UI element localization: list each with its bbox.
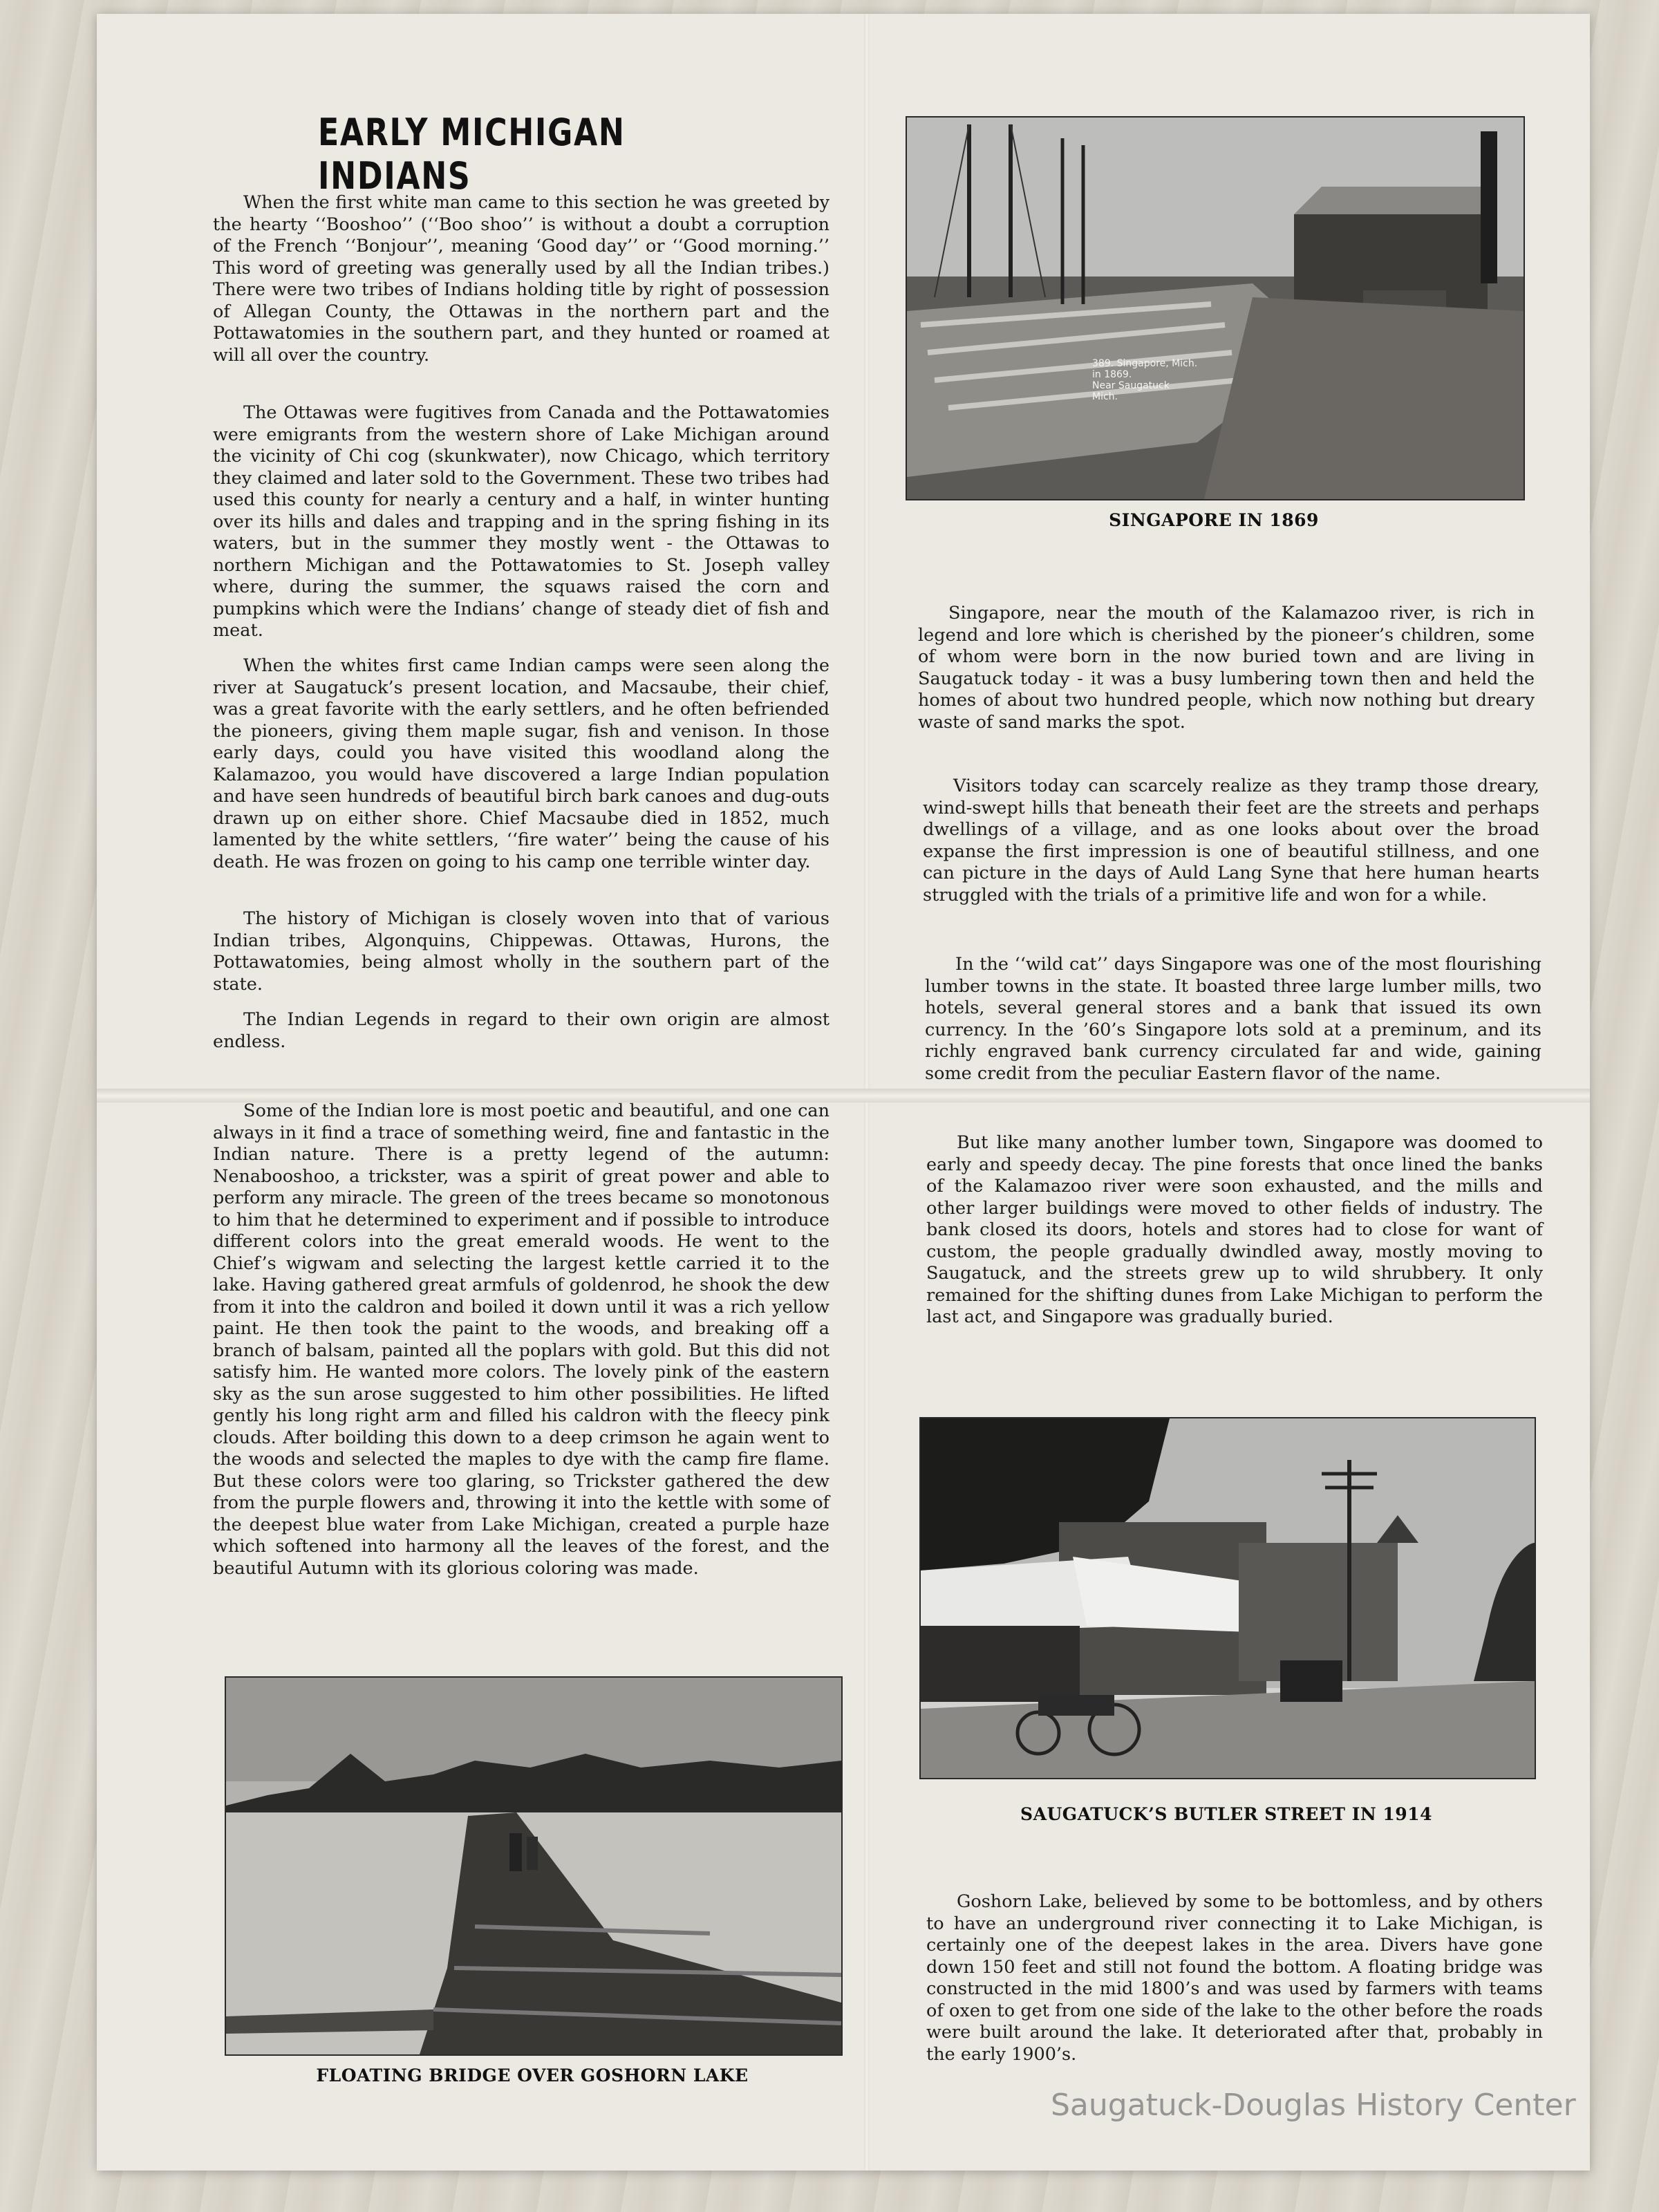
right-paragraph-3: In the ‘‘wild cat’’ days Singapore was one of the most flourishing lumber towns in the state. It boasted three large lumber mills, two hotels, several general stores and a bank that issued its own currency. In the ’60’s Singapore lots sold at a preminum, and its richly engraved bank currency circulated far and wide, gaining some credit from the peculiar Eastern flavor of the name. [925,954,1541,1084]
left-paragraph-2: The Ottawas were fugitives from Canada and the Pottawatomies were emigrants from the western shore of Lake Michigan around the vicinity of Chi cog (skunkwater), now Chicago, which territory they claimed and later sold to the Government. These two tribes had used this county for nearly a century and a half, in winter hunting over its hills and dales and trapping and in the spring fishing in its waters, but in the summer they mostly went - the Ottawas to northern Michigan and the Pottawatomies to St. Joseph valley where, during the summer, the squaws raised the corn and pumpkins which were the Indians’ change of steady diet of fish and meat. [213,402,830,641]
right-paragraph-4: But like many another lumber town, Singapore was doomed to early and speedy decay. The pine forests that once lined the banks of the Kalamazoo river were soon exhausted, and the mills and other larger buildings were moved to other fields of industry. The bank closed its doors, hotels and stores had to close for want of custom, the people gradually dwindled away, mostly moving to Saugatuck, and the streets grew up to wild shrubbery. It only remained for the shifting dunes from Lake Michigan to perform the last act, and Singapore was gradually buried. [926,1132,1543,1327]
history-center-watermark: Saugatuck-Douglas History Center [1051,2088,1576,2123]
right-paragraph-5: Goshorn Lake, believed by some to be bottomless, and by others to have an underground river connecting it to Lake Michigan, is certainly one of the deepest lakes in the area. Divers have gone down 150 feet and still not found the bottom. A floating bridge was constructed in the mid 1800’s and was used by farmers with teams of oxen to get from one side of the lake to the other before the roads were built around the lake. It deteriorated after that, probably in the early 1900’s. [926,1891,1543,2065]
article-title: EARLY MICHIGAN INDIANS [318,111,626,198]
inscription-line-4: Mich. [1092,391,1118,402]
singapore-1869-photo [906,116,1525,500]
right-paragraph-1: Singapore, near the mouth of the Kalamazoo river, is rich in legend and lore which is cherished by the pioneer’s children, some of whom were born in the now buried town and are living in Saugatuck today - it was a busy lumbering town then and held the homes of about two hundred people, which now nothing but dreary waste of sand marks the spot. [918,603,1535,733]
butler-street-photo [919,1417,1536,1779]
inscription-line-3: Near Saugatuck [1092,380,1170,391]
left-paragraph-6: Some of the Indian lore is most poetic and beautiful, and one can always in it find a trace of something weird, fine and fantastic in the Indian nature. There is a pretty legend of the autumn: Nenabooshoo, a trickster, was a spirit of great power and able to perform any miracle. The green of the trees became so monotonous to him that he determined to experiment and if possible to introduce different colors into the great emerald woods. He went to the Chief’s wigwam and selecting the largest kettle carried it to the lake. Having gathered great armfuls of goldenrod, he shook the dew from it into the caldron and boiled it down until it was a rich yellow paint. He then took the paint to the woods, and breaking off a branch of balsam, painted all the poplars with gold. But this did not satisfy him. He wanted more colors. The lovely pink of the eastern sky as the sun arose suggested to him other possibilities. He lifted gently his long right arm and filled his caldron with the fleecy pink clouds. After boilding this down to a deep crimson he again went to the woods and selected the maples to dye with the camp fire flame. But these colors were too glaring, so Trickster gathered the dew from the purple flowers and, throwing it into the kettle with some of the deepest blue water from Lake Michigan, created a purple haze which softened into harmony all the leaves of the forest, and the beautiful Autumn with its glorious coloring was made. [213,1100,830,1579]
butler-street-caption: SAUGATUCK’S BUTLER STREET IN 1914 [1020,1804,1432,1824]
singapore-caption: SINGAPORE IN 1869 [1109,510,1319,530]
left-paragraph-5: The Indian Legends in regard to their own origin are almost endless. [213,1009,830,1052]
left-paragraph-4: The history of Michigan is closely woven into that of various Indian tribes, Algonquins, Chippewas. Ottawas, Hurons, the Pottawatomies, being almost wholly in the southern part of the state. [213,908,830,995]
floating-bridge-caption: FLOATING BRIDGE OVER GOSHORN LAKE [316,2065,749,2086]
floating-bridge-photo [225,1676,843,2056]
photo-inscription [1092,358,1197,402]
inscription-line-2: in 1869. [1092,369,1132,380]
left-paragraph-3: When the whites first came Indian camps were seen along the river at Saugatuck’s present location, and Macsaube, their chief, was a great favorite with the early settlers, and he often befriended the pioneers, giving them maple sugar, fish and venison. In those early days, could you have visited this woodland along the Kalamazoo, you would have discovered a large Indian population and have seen hundreds of beautiful birch bark canoes and dug-outs drawn up on either shore. Chief Macsaube died in 1852, much lamented by the white settlers, ‘‘fire water’’ being the cause of his death. He was frozen on going to his camp one terrible winter day. [213,655,830,872]
right-paragraph-2: Visitors today can scarcely realize as they tramp those dreary, wind-swept hills that beneath their feet are the streets and perhaps dwellings of a village, and as one looks about over the broad expanse the first impression is one of beautiful stillness, and one can picture in the days of Auld Lang Syne that here human hearts struggled with the trials of a primitive life and won for a while. [923,776,1539,906]
inscription-line-1: 389. Singapore, Mich. [1092,358,1198,369]
left-paragraph-1: When the first white man came to this section he was greeted by the hearty ‘‘Booshoo’’ (‘‘Boo shoo’’ is without a doubt a corruption of the French ‘‘Bonjour’’, meaning ‘Good day’’ or ‘‘Good morning.’’ This word of greeting was generally used by all the Indian tribes.) There were two tribes of Indians holding title by right of possession of Allegan County, the Ottawas in the northern part and the Pottawatomies in the southern part, and they hunted or roamed at will all over the country. [213,192,830,366]
newspaper-page [97,14,1590,2171]
